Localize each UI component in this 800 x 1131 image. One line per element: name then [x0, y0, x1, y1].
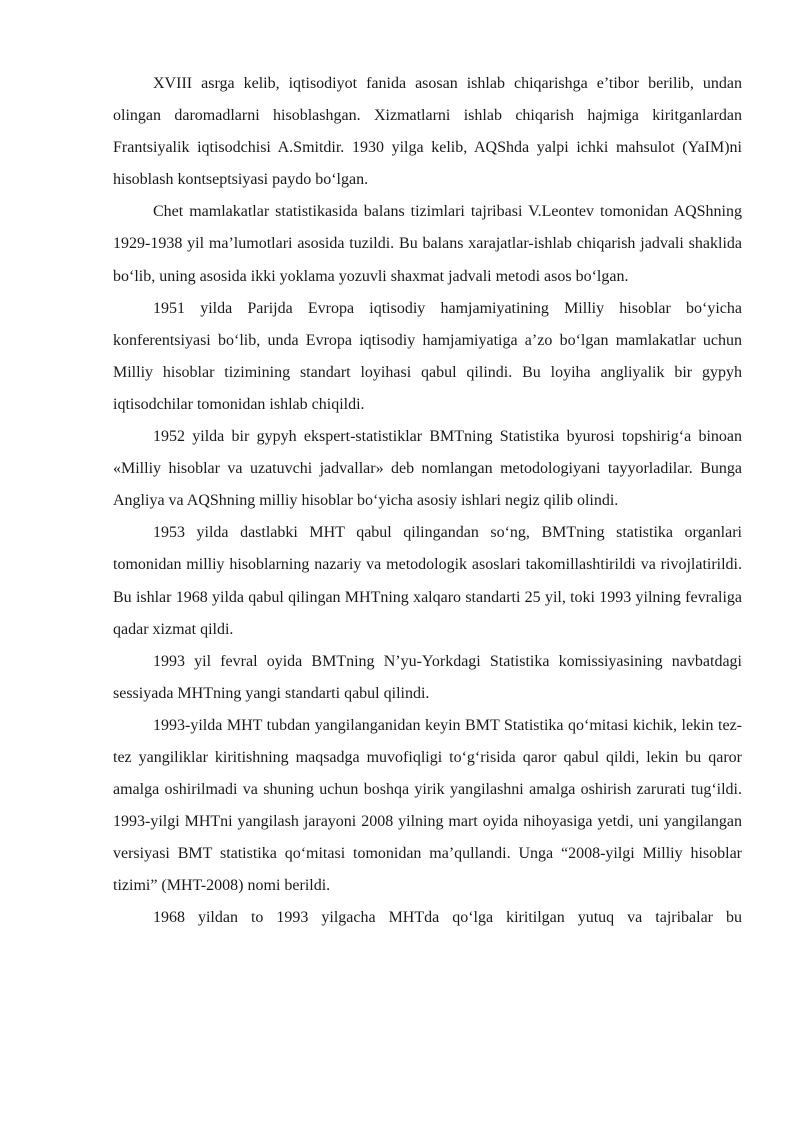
- paragraph-7: 1993-yilda MHT tubdan yangilanganidan keyin BMT Statistika qo‘mitasi kichik, lekin tez-tez yangiliklar kiritishning maqsadga muvofiqligi to‘g‘risida qaror qabul qildi, lekin bu qaror amalga oshirilmadi va shuning uchun boshqa yirik yangilashni amalga oshirish zarurati tug‘ildi. 1993-yilgi MHTni yangilash jarayoni 2008 yilning mart oyida nihoyasiga yetdi, uni yangilangan versiyasi BMT statistika qo‘mitasi tomonidan ma’qullandi. Unga “2008-yilgi Milliy hisoblar tizimi” (MHT-2008) nomi berildi.: [113, 716, 742, 895]
- document-page: [113, 68, 742, 935]
- paragraph-6: 1993 yil fevral oyida BMTning N’yu-Yorkdagi Statistika komissiyasining navbatdagi sessiyada MHTning yangi standarti qabul qilindi.: [113, 652, 742, 702]
- paragraph-8-continued: 1968 yildan to 1993 yilgacha MHTda qo‘lga kiritilgan yutuq va tajribalar bu: [153, 909, 742, 927]
- paragraph-1: XVIII asrga kelib, iqtisodiyot fanida asosan ishlab chiqarishga e’tibor berilib, undan olingan daromadlarni hisoblashgan. Xizmatlarni ishlab chiqarish hajmiga kiritganlardan Frantsiyalik iqtisodchisi A.Smitdir. 1930 yilga kelib, AQShda yalpi ichki mahsulot (YaIM)ni hisoblash kontseptsiyasi paydo bo‘lgan.: [113, 75, 742, 189]
- paragraph-4: 1952 yilda bir gypyh ekspert-statistiklar BMTning Statistika byurosi topshirig‘a binoan «Milliy hisoblar va uzatuvchi jadvallar» deb nomlangan metodologiyani tayyorladilar. Bunga Angliya va AQShning milliy hisoblar bo‘yicha asosiy ishlari negiz qilib olindi.: [113, 428, 742, 510]
- paragraph-2: Chet mamlakatlar statistikasida balans tizimlari tajribasi V.Leontev tomonidan AQShning 1929-1938 yil ma’lumotlari asosida tuzildi. Bu balans xarajatlar-ishlab chiqarish jadvali shaklida bo‘lib, uning asosida ikki yoklama yozuvli shaxmat jadvali metodi asos bo‘lgan.: [113, 203, 742, 285]
- paragraph-5: 1953 yilda dastlabki MHT qabul qilingandan so‘ng, BMTning statistika organlari tomonidan milliy hisoblarning nazariy va metodologik asoslari takomillashtirildi va rivojlatirildi. Bu ishlar 1968 yilda qabul qilingan MHTning xalqaro standarti 25 yil, toki 1993 yilning fevraliga qadar xizmat qildi.: [113, 524, 742, 638]
- paragraph-3: 1951 yilda Parijda Evropa iqtisodiy hamjamiyatining Milliy hisoblar bo‘yicha konferentsiyasi bo‘lib, unda Evropa iqtisodiy hamjamiyatiga a’zo bo‘lgan mamlakatlar uchun Milliy hisoblar tizimining standart loyihasi qabul qilindi. Bu loyiha angliyalik bir gypyh iqtisodchilar tomonidan ishlab chiqildi.: [113, 299, 742, 413]
